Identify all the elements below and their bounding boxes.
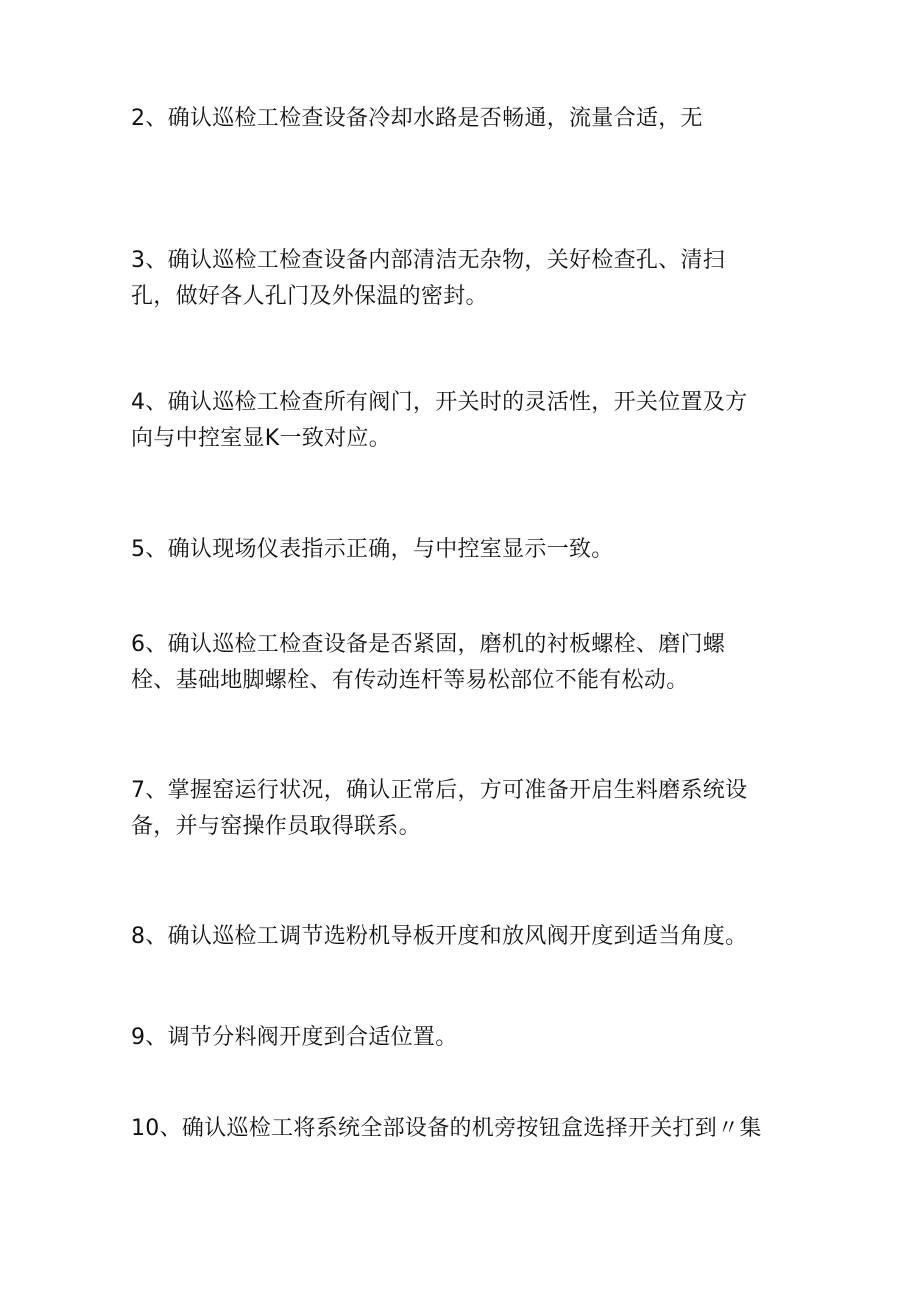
paragraph-line: 备，并与窑操作员取得联系。: [131, 814, 421, 839]
paragraph-line: 9、调节分料阀开度到合适位置。: [131, 1025, 458, 1050]
paragraph-item-9: [131, 1020, 458, 1056]
paragraph-item-2: [131, 101, 703, 137]
paragraph-line: 2、确认巡检工检查设备冷却水路是否畅通，流量合适，无: [131, 106, 703, 131]
paragraph-line: 5、确认现场仪表指示正确，与中控室显示一致。: [131, 537, 614, 562]
paragraph-item-8: [131, 919, 747, 955]
paragraph-item-6: [131, 627, 725, 699]
paragraph-item-4: [131, 385, 747, 457]
paragraph-line: 3、确认巡检工检查设备内部清洁无杂物，关好检查孔、清扫: [131, 248, 726, 273]
paragraph-line: 7、掌握窑运行状况，确认正常后，方可准备开启生料磨系统设: [131, 778, 748, 803]
paragraph-item-3: [131, 243, 725, 315]
paragraph-item-10: [131, 1111, 762, 1147]
paragraph-line: 8、确认巡检工调节选粉机导板开度和放风阀开度到适当角度。: [131, 924, 748, 949]
paragraph-line: 向与中控室显K一致对应。: [131, 426, 392, 451]
paragraph-line: 孔，做好各人孔门及外保温的密封。: [131, 284, 488, 309]
paragraph-item-5: [131, 532, 614, 568]
paragraph-line: 10、确认巡检工将系统全部设备的机旁按钮盒选择开关打到〃集: [131, 1116, 762, 1141]
paragraph-line: 6、确认巡检工检查设备是否紧固，磨机的衬板螺栓、磨门螺: [131, 632, 726, 657]
paragraph-item-7: [131, 773, 747, 845]
paragraph-line: 4、确认巡检工检查所有阀门，开关时的灵活性，开关位置及方: [131, 390, 748, 415]
paragraph-line: 栓、基础地脚螺栓、有传动连杆等易松部位不能有松动。: [131, 668, 689, 693]
